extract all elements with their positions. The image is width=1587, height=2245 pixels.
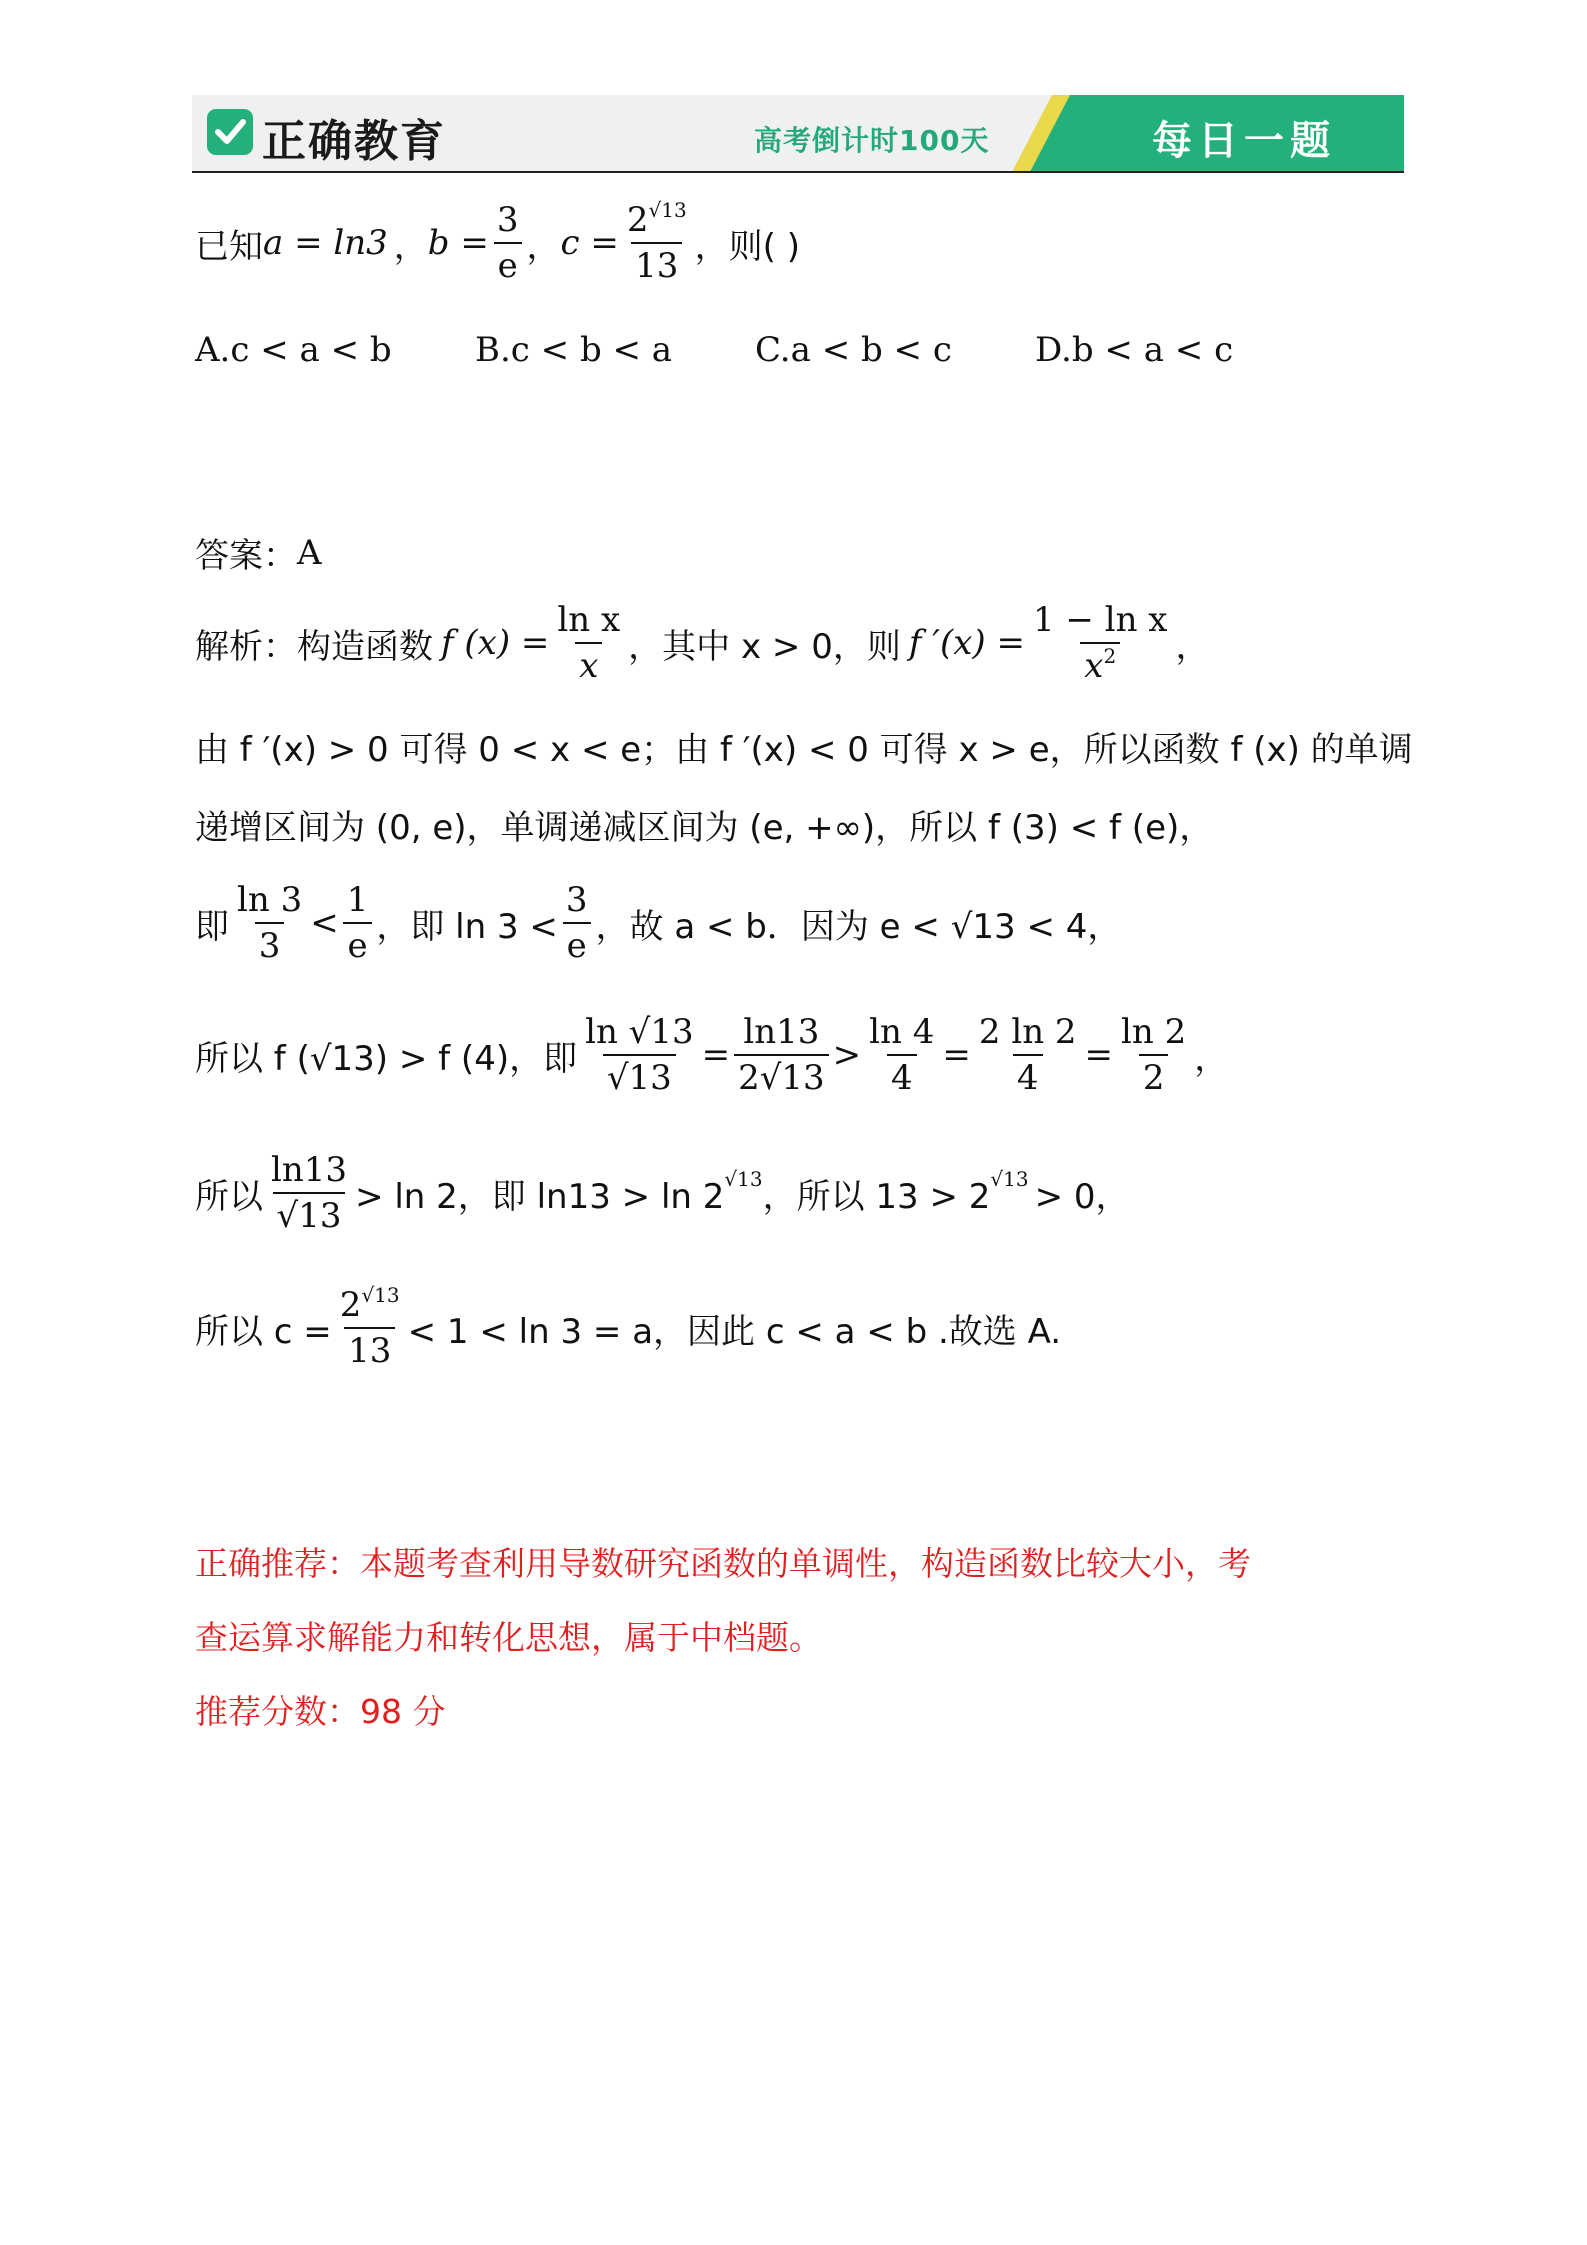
solution-line-7: 所以 c = $\frac{2^{√13}}{13}$ < 1 < ln 3 = a，因此 c < a < b .故选 A. xyxy=(195,1283,1062,1371)
fraction-c: $\frac{2^{√13}}{13}$ xyxy=(626,198,687,286)
fraction-b: $\frac{3}{e}$ xyxy=(493,200,523,286)
question-stem: 已知 a = ln3 ， b = $\frac{3}{e}$ ， c = $\frac{2^{√13}}{13}$ ，则( ) xyxy=(195,198,801,286)
brand-name: 正确教育 xyxy=(262,116,446,167)
recommend-line-1: 正确推荐：本题考查利用导数研究函数的单调性，构造函数比较大小，考 xyxy=(195,1544,1251,1583)
check-logo-icon xyxy=(207,109,253,155)
header-banner xyxy=(192,95,1404,172)
daily-question-label: 每日一题 xyxy=(1152,118,1336,164)
option-c: C.a < b < c xyxy=(755,330,952,370)
option-b: B.c < b < a xyxy=(475,330,673,370)
solution-line-5: 所以 f (√13) > f (4)，即 $\frac{\ln √13}{√13}$ = $\frac{\ln 13}{2√13}$ > $\frac{\ln 4}{4}$ = $\frac{2 \ln 2}{4}$ = $\frac{\ln 2}{2}$ ， xyxy=(195,1012,1229,1098)
recommend-line-2: 查运算求解能力和转化思想，属于中档题。 xyxy=(195,1618,822,1657)
solution-line-6: 所以 $\frac{\ln 13}{√13}$ > ln 2，即 ln13 > ln 2 √13 ，所以 13 > 2 √13 > 0， xyxy=(195,1150,1130,1236)
recommend-score: 推荐分数：98 分 xyxy=(195,1692,446,1731)
countdown-label: 高考倒计时100天 xyxy=(754,124,990,157)
header-rule xyxy=(192,171,1404,173)
solution-line-2: 由 f ′(x) > 0 可得 0 < x < e；由 f ′(x) < 0 可得 x > e，所以函数 f (x) 的单调 xyxy=(195,730,1413,770)
option-d: D.b < a < c xyxy=(1035,330,1234,370)
answer-line: 答案： A xyxy=(195,532,322,576)
solution-line-4: 即 $\frac{\ln 3}{3}$ < $\frac{1}{e}$ ，即 ln 3 < $\frac{3}{e}$ ，故 a < b．因为 e < √13 < 4， xyxy=(195,880,1122,966)
solution-line-3: 递增区间为 (0, e)，单调递减区间为 (e, +∞)，所以 f (3) < f (e)， xyxy=(195,808,1214,848)
option-a: A.c < a < b xyxy=(195,330,392,370)
solution-line-1: 解析：构造函数 f (x) = $\frac{\text{ln x}}{x}$ ，其中 x > 0，则 f ′(x) = $\frac{\text{1 − ln x}}{x^2}$ ， xyxy=(195,600,1210,686)
answer-options xyxy=(195,330,1315,370)
